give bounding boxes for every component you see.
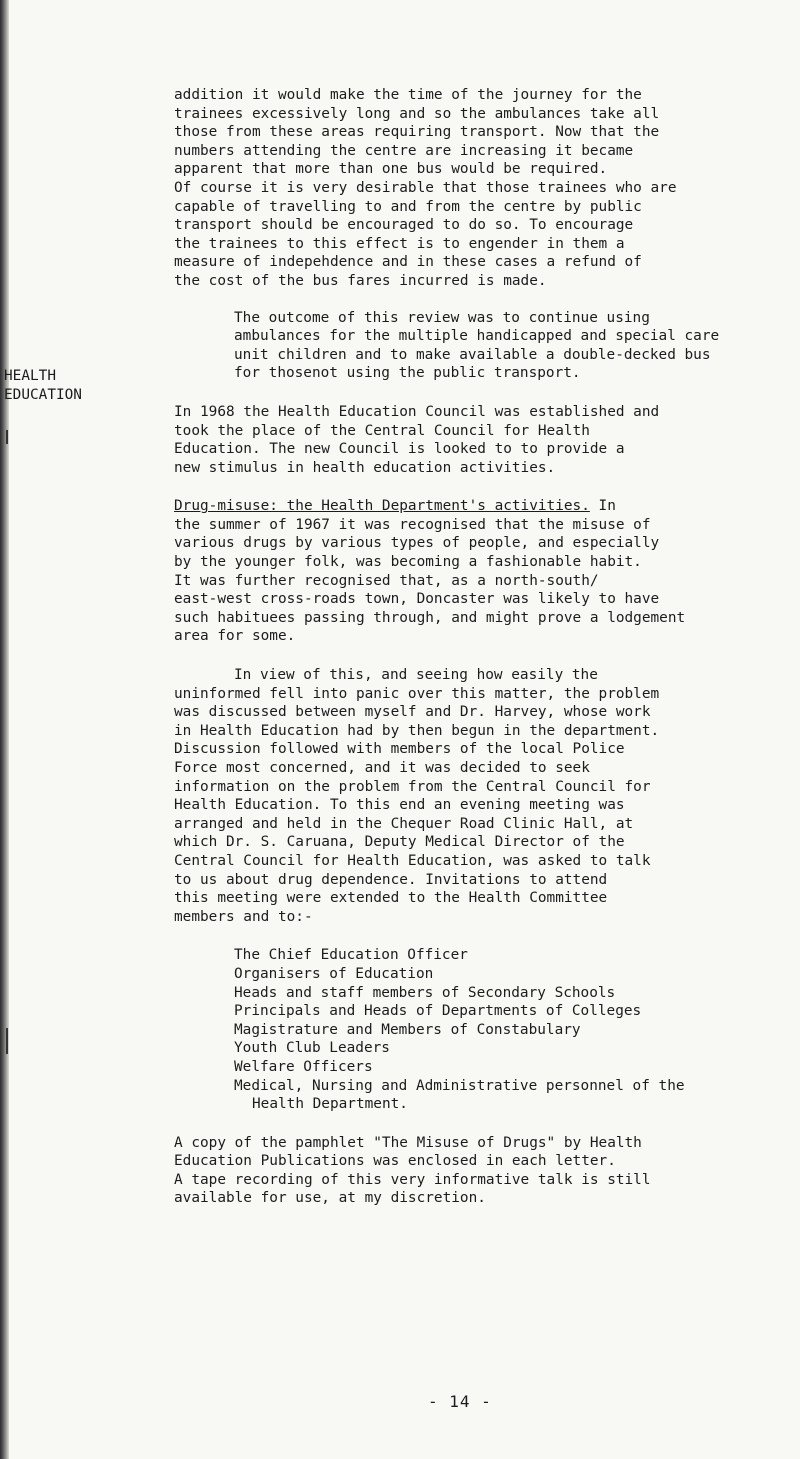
margin-heading-health-education: HEALTH EDUCATION xyxy=(4,368,82,403)
list-item: Medical, Nursing and Administrative personnel of the Health Department. xyxy=(234,1077,685,1113)
paragraph-meeting: In view of this, and seeing how easily the uninformed fell into panic over this matter, the problem was discussed between myself and Dr. Harvey, whose work in Health Education had by then begun in the department. Discussion followed with members of the local Police Force most concerned, and it was decided to seek information on the problem from the Central Council for Health Education. To this end an evening meeting was arranged and held in the Chequer Road Clinic Hall, at which Dr. S. Caruana, Deputy Medical Director of the Central Council for Health Education, was asked to talk to us about drug dependence. Invitations to attend this meeting were extended to the Health Committee members and to:- xyxy=(174,667,660,925)
paragraph-transport: addition it would make the time of the journey for the trainees excessively long and so the ambulances take all those from these areas requiring transport. Now that the numbers attending the centre are increasing it became apparent that more than one bus would be required. Of course it is very desirable that those trainees who are capable of travelling to and from the centre by public transport should be encouraged to do so. To encourage the trainees to this effect is to engender in them a measure of indepehdence and in these cases a refund of the cost of the bus fares incurred is made. xyxy=(174,87,677,289)
section-heading-drug-misuse: Drug-misuse: the Health Department's activities. xyxy=(174,498,590,515)
paragraph-drug-misuse xyxy=(174,497,754,646)
margin-tick-mark xyxy=(6,1028,8,1054)
paragraph-review-outcome: The outcome of this review was to continue using ambulances for the multiple handicapped and special care unit children and to make available a double-decked bus for thosenot using the public transport. xyxy=(234,309,720,382)
list-item: The Chief Education Officer xyxy=(234,947,468,964)
list-item: Principals and Heads of Departments of Colleges xyxy=(234,1003,642,1020)
list-item: Organisers of Education xyxy=(234,965,434,982)
list-item: Magistrature and Members of Constabulary xyxy=(234,1021,581,1038)
paragraph-pamphlet: A copy of the pamphlet "The Misuse of Drugs" by Health Education Publications was enclosed in each letter. A tape recording of this very informative talk is still available for use, at my discretion. xyxy=(174,1134,651,1207)
invitee-list xyxy=(174,946,754,1113)
list-item: Heads and staff members of Secondary Schools xyxy=(234,984,616,1001)
paragraph-health-education-council: In 1968 the Health Education Council was established and took the place of the Central Council for Health Education. The new Council is looked to to provide a new stimulus in health education activities. xyxy=(174,403,660,476)
drug-misuse-text: In the summer of 1967 it was recognised that the misuse of various drugs by various types of people, and especially by the younger folk, was becoming a fashionable habit. It was further recognised that, as a north-south/ east-west cross-roads town, Doncaster was likely to have such habituees passing through, and might prove a lodgement area for some. xyxy=(174,498,686,645)
page-number: - 14 - xyxy=(428,1392,492,1411)
document-body xyxy=(174,86,754,1208)
list-item: Welfare Officers xyxy=(234,1058,373,1075)
page-binding-edge xyxy=(0,0,9,1459)
margin-tick-mark xyxy=(6,430,8,444)
list-item: Youth Club Leaders xyxy=(234,1040,390,1057)
